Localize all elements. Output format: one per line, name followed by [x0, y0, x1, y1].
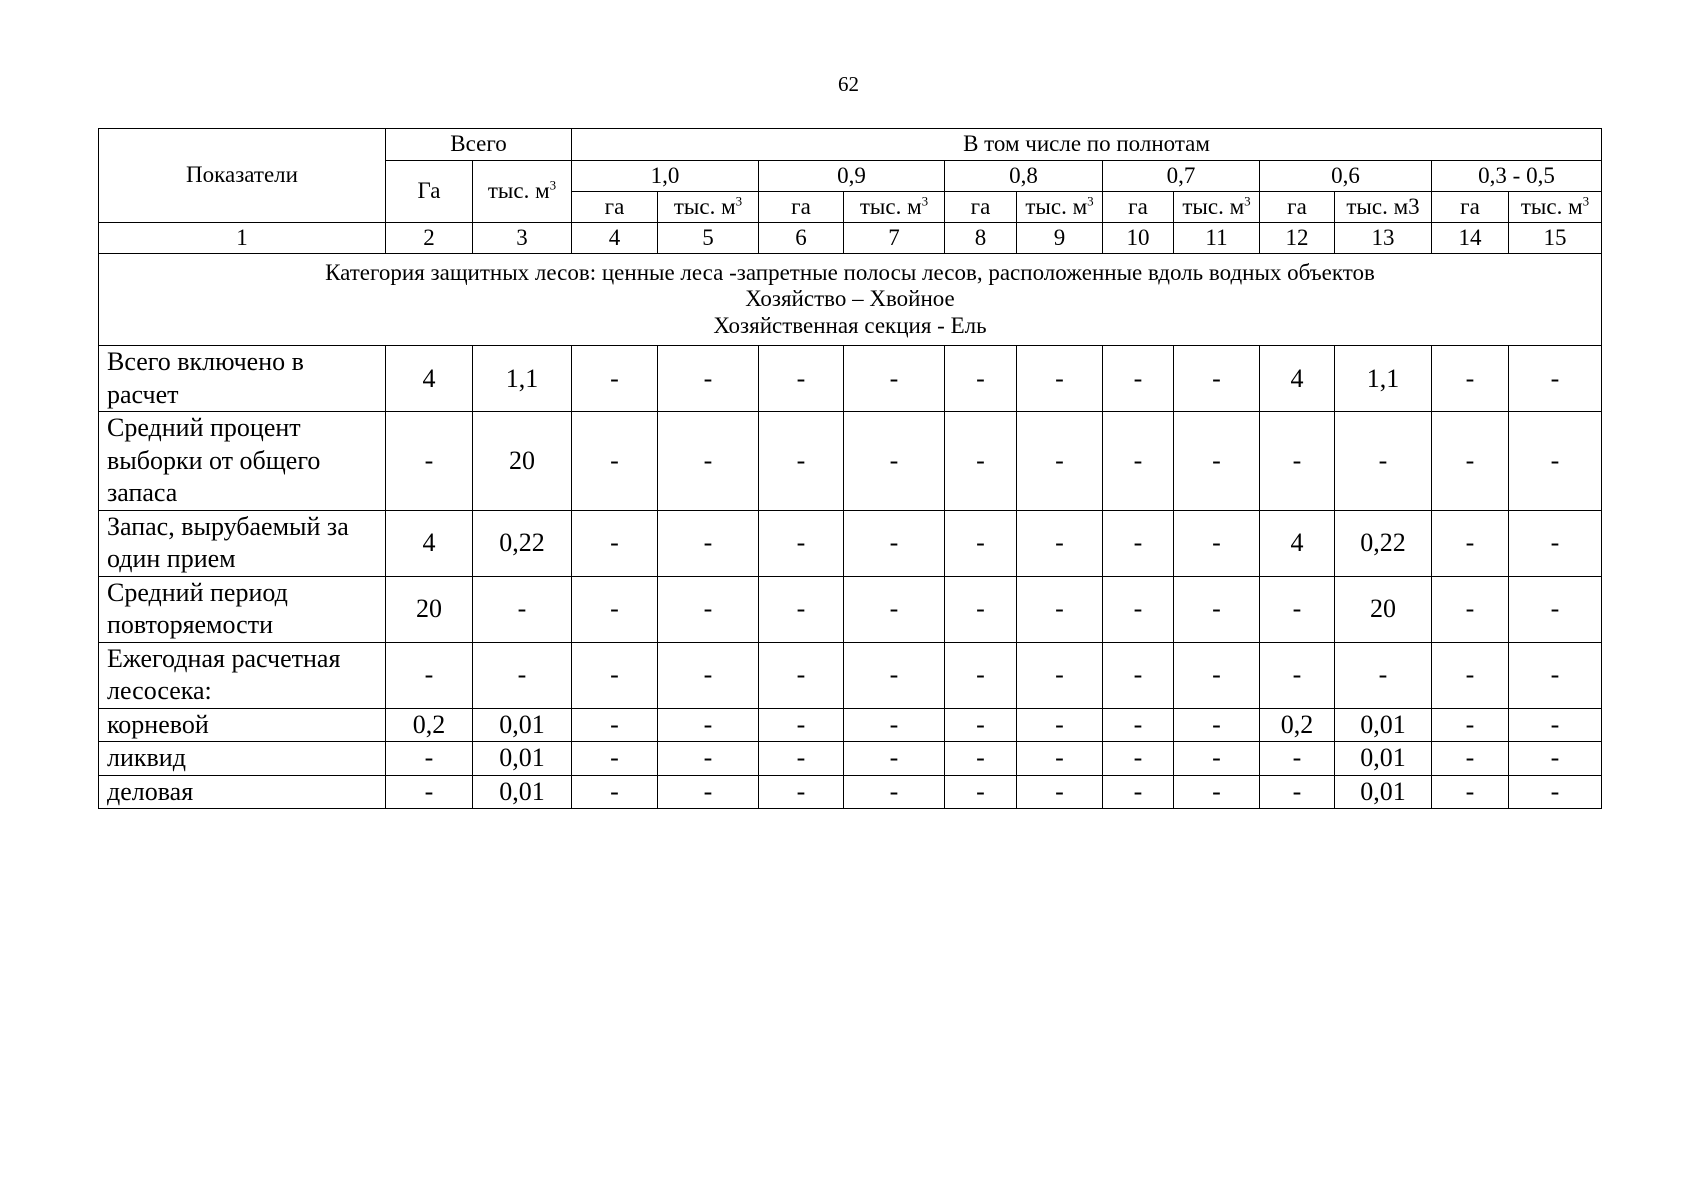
unit-text: тыс. м	[1025, 193, 1088, 219]
table-cell: -	[386, 742, 473, 776]
header-volume	[1017, 192, 1103, 223]
table-cell: -	[945, 742, 1017, 776]
row-label: ликвид	[99, 742, 386, 776]
table-cell: 0,01	[1335, 708, 1432, 742]
table-cell: -	[386, 775, 473, 809]
column-number: 14	[1432, 223, 1509, 254]
table-cell: -	[1260, 576, 1335, 642]
table-cell: -	[844, 742, 945, 776]
table-cell: 0,22	[1335, 510, 1432, 576]
table-cell: -	[658, 346, 759, 412]
table-cell: 4	[386, 510, 473, 576]
row-label: деловая	[99, 775, 386, 809]
table-cell: -	[844, 576, 945, 642]
column-number: 13	[1335, 223, 1432, 254]
table-cell: 20	[1335, 576, 1432, 642]
table-cell: -	[572, 346, 658, 412]
table-cell: -	[844, 642, 945, 708]
header-ha: га	[1103, 192, 1174, 223]
table-row	[99, 510, 1602, 576]
table-cell: -	[1432, 642, 1509, 708]
column-number: 1	[99, 223, 386, 254]
row-label: Средний процент выборки от общего запаса	[99, 412, 386, 511]
header-volume: тыс. м3	[1335, 192, 1432, 223]
table-cell: -	[844, 346, 945, 412]
column-number: 11	[1174, 223, 1260, 254]
table-row	[99, 742, 1602, 776]
table-cell: 0,01	[473, 708, 572, 742]
column-number: 2	[386, 223, 473, 254]
table-cell: -	[1103, 412, 1174, 511]
table-cell: -	[1103, 708, 1174, 742]
unit-exponent: 3	[1582, 193, 1590, 209]
table-row	[99, 708, 1602, 742]
table-cell: -	[386, 642, 473, 708]
table-cell: -	[1509, 576, 1602, 642]
table-cell: -	[759, 576, 844, 642]
forest-economy: Хозяйство – Хвойное	[745, 286, 955, 312]
table-cell: -	[473, 576, 572, 642]
table-cell: -	[759, 775, 844, 809]
table-cell: -	[1509, 642, 1602, 708]
table-cell: -	[945, 510, 1017, 576]
table-cell: -	[1017, 576, 1103, 642]
table-cell: -	[844, 510, 945, 576]
table-cell: -	[1174, 742, 1260, 776]
table-cell: -	[1017, 412, 1103, 511]
header-total-volume	[473, 161, 572, 223]
header-density: 0,3 - 0,5	[1432, 161, 1602, 192]
table-cell: -	[658, 412, 759, 511]
table-cell: -	[572, 742, 658, 776]
table-cell: -	[1432, 708, 1509, 742]
header-density: 1,0	[572, 161, 759, 192]
table-cell: -	[1103, 775, 1174, 809]
table-cell: -	[572, 576, 658, 642]
table-cell: -	[759, 742, 844, 776]
unit-text: тыс. м	[673, 193, 736, 219]
table-cell: -	[1509, 742, 1602, 776]
column-number: 8	[945, 223, 1017, 254]
row-label: Всего включено в расчет	[99, 346, 386, 412]
section-heading	[99, 254, 1602, 346]
table-cell: -	[1174, 576, 1260, 642]
table-cell: -	[572, 775, 658, 809]
table-cell: -	[1260, 775, 1335, 809]
table-cell: -	[844, 775, 945, 809]
table-cell: -	[1174, 346, 1260, 412]
table-cell: -	[1509, 510, 1602, 576]
table-cell: -	[1174, 775, 1260, 809]
table-cell: -	[1017, 642, 1103, 708]
unit-text: тыс. м	[1520, 193, 1583, 219]
table-cell: 1,1	[473, 346, 572, 412]
table-cell: -	[572, 642, 658, 708]
column-number: 4	[572, 223, 658, 254]
table-cell: -	[1174, 510, 1260, 576]
table-cell: -	[844, 412, 945, 511]
table-cell: -	[1335, 642, 1432, 708]
table-cell: -	[1174, 708, 1260, 742]
unit-exponent: 3	[921, 193, 929, 209]
table-cell: -	[1017, 510, 1103, 576]
row-label: корневой	[99, 708, 386, 742]
table-cell: -	[658, 742, 759, 776]
header-volume	[1174, 192, 1260, 223]
table-cell: -	[1432, 510, 1509, 576]
table-cell: 0,01	[473, 742, 572, 776]
table-cell: -	[1509, 775, 1602, 809]
table-cell: 4	[386, 346, 473, 412]
header-density: 0,8	[945, 161, 1103, 192]
table-cell: -	[572, 510, 658, 576]
table-cell: 0,01	[1335, 775, 1432, 809]
table-cell: 1,1	[1335, 346, 1432, 412]
table-cell: 20	[386, 576, 473, 642]
row-label: Средний период повторяемости	[99, 576, 386, 642]
header-ha: га	[945, 192, 1017, 223]
table-cell: -	[1432, 346, 1509, 412]
table-body	[99, 346, 1602, 809]
header-density: 0,7	[1103, 161, 1260, 192]
header-ha: га	[1432, 192, 1509, 223]
column-number: 7	[844, 223, 945, 254]
table-cell: -	[1432, 742, 1509, 776]
table-cell: -	[1260, 642, 1335, 708]
forest-calculation-table	[98, 128, 1602, 809]
header-ha: га	[759, 192, 844, 223]
header-density: 0,9	[759, 161, 945, 192]
column-number: 15	[1509, 223, 1602, 254]
table-cell: 0,01	[473, 775, 572, 809]
table-cell: -	[759, 708, 844, 742]
table-cell: -	[1260, 412, 1335, 511]
header-including-by-density: В том числе по полнотам	[572, 129, 1602, 161]
forest-category: Категория защитных лесов: ценные леса -запретные полосы лесов, расположенные вдоль водных объектов	[325, 259, 1375, 285]
unit-exponent: 3	[1244, 193, 1251, 209]
table-cell: -	[759, 346, 844, 412]
table-cell: -	[1103, 642, 1174, 708]
table-cell: 0,01	[1335, 742, 1432, 776]
unit-text: тыс. м	[1182, 193, 1245, 219]
table-cell: -	[1509, 708, 1602, 742]
header-total: Всего	[386, 129, 572, 161]
table-cell: -	[759, 510, 844, 576]
table-cell: -	[1432, 412, 1509, 511]
unit-exponent: 3	[549, 177, 557, 193]
unit-exponent: 3	[1087, 193, 1094, 209]
table-cell: -	[473, 642, 572, 708]
table-cell: -	[658, 642, 759, 708]
table-cell: 0,2	[386, 708, 473, 742]
table-cell: -	[759, 642, 844, 708]
header-ha: га	[1260, 192, 1335, 223]
table-cell: 0,22	[473, 510, 572, 576]
economic-section: Хозяйственная секция - Ель	[713, 312, 987, 338]
table-cell: -	[945, 346, 1017, 412]
table-row	[99, 412, 1602, 511]
table-cell: -	[1432, 576, 1509, 642]
unit-exponent: 3	[735, 193, 743, 209]
header-volume	[658, 192, 759, 223]
header-volume	[1509, 192, 1602, 223]
table-cell: -	[658, 775, 759, 809]
table-cell: -	[1103, 510, 1174, 576]
table-cell: -	[945, 775, 1017, 809]
table-row	[99, 642, 1602, 708]
column-number: 6	[759, 223, 844, 254]
table-row	[99, 775, 1602, 809]
header-density: 0,6	[1260, 161, 1432, 192]
table-cell: -	[1017, 775, 1103, 809]
table-cell: -	[1509, 412, 1602, 511]
column-number: 5	[658, 223, 759, 254]
column-number: 10	[1103, 223, 1174, 254]
table-cell: -	[945, 642, 1017, 708]
table-cell: 4	[1260, 510, 1335, 576]
table-cell: -	[1260, 742, 1335, 776]
table-cell: -	[1174, 412, 1260, 511]
table-cell: -	[1174, 642, 1260, 708]
row-label: Ежегодная расчетная лесосека:	[99, 642, 386, 708]
table-cell: -	[1432, 775, 1509, 809]
header-volume	[844, 192, 945, 223]
table-cell: -	[1335, 412, 1432, 511]
table-cell: -	[1017, 742, 1103, 776]
table-row	[99, 346, 1602, 412]
table-cell: -	[1103, 576, 1174, 642]
table-cell: -	[658, 708, 759, 742]
table-cell: -	[658, 510, 759, 576]
table-cell: -	[945, 576, 1017, 642]
table-cell: -	[844, 708, 945, 742]
header-total-ha: Га	[386, 161, 473, 223]
table-cell: -	[658, 576, 759, 642]
table-row	[99, 576, 1602, 642]
table-cell: -	[1509, 346, 1602, 412]
table-cell: -	[945, 708, 1017, 742]
table-cell: -	[572, 708, 658, 742]
table-cell: -	[945, 412, 1017, 511]
column-number: 12	[1260, 223, 1335, 254]
page-number: 62	[838, 72, 859, 96]
table-cell: -	[1103, 346, 1174, 412]
row-label: Запас, вырубаемый за один прием	[99, 510, 386, 576]
table-cell: 4	[1260, 346, 1335, 412]
column-number: 3	[473, 223, 572, 254]
unit-text: тыс. м	[859, 193, 922, 219]
header-ha: га	[572, 192, 658, 223]
header-indicators: Показатели	[99, 129, 386, 223]
table-cell: -	[1017, 708, 1103, 742]
table-cell: -	[386, 412, 473, 511]
table-cell: -	[759, 412, 844, 511]
unit-text: тыс. м	[487, 178, 550, 204]
table-cell: 20	[473, 412, 572, 511]
column-number: 9	[1017, 223, 1103, 254]
table-cell: -	[572, 412, 658, 511]
table-cell: -	[1103, 742, 1174, 776]
table-cell: -	[1017, 346, 1103, 412]
table-cell: 0,2	[1260, 708, 1335, 742]
